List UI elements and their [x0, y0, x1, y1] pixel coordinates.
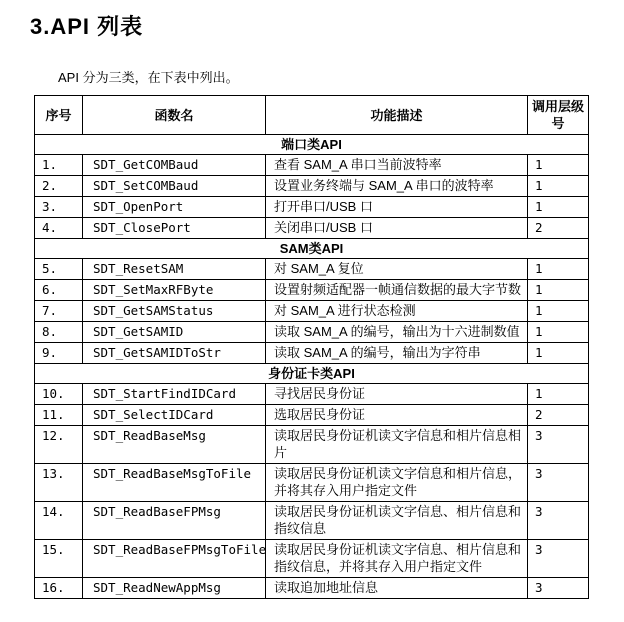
api-row: [35, 578, 589, 599]
row-number-cell: 1.: [35, 155, 83, 176]
level-cell: 1: [528, 343, 589, 364]
function-name-cell: SDT_SetMaxRFByte: [83, 280, 266, 301]
row-number-cell: 16.: [35, 578, 83, 599]
api-row: [35, 155, 589, 176]
level-cell: 2: [528, 405, 589, 426]
row-number-cell: 10.: [35, 384, 83, 405]
header-no: 序号: [35, 96, 83, 135]
header-description: 功能描述: [266, 96, 528, 135]
function-name-cell: SDT_ResetSAM: [83, 259, 266, 280]
section-title-cell: 身份证卡类API: [35, 364, 589, 384]
api-row: [35, 502, 589, 540]
table-body: [35, 135, 589, 599]
level-cell: 1: [528, 322, 589, 343]
description-cell: 设置射频适配器一帧通信数据的最大字节数: [266, 280, 528, 301]
description-cell: 读取居民身份证机读文字信息和相片信息相片: [266, 426, 528, 464]
api-row: [35, 218, 589, 239]
function-name-cell: SDT_SetCOMBaud: [83, 176, 266, 197]
section-title-cell: SAM类API: [35, 239, 589, 259]
section-header-row: [35, 135, 589, 155]
description-cell: 关闭串口/USB 口: [266, 218, 528, 239]
function-name-cell: SDT_ReadBaseMsgToFile: [83, 464, 266, 502]
function-name-cell: SDT_ClosePort: [83, 218, 266, 239]
function-name-cell: SDT_GetCOMBaud: [83, 155, 266, 176]
row-number-cell: 15.: [35, 540, 83, 578]
description-cell: 读取居民身份证机读文字信息、相片信息和指纹信息，并将其存入用户指定文件: [266, 540, 528, 578]
api-table: [34, 95, 589, 599]
table-header-row: [35, 96, 589, 135]
level-cell: 1: [528, 259, 589, 280]
row-number-cell: 12.: [35, 426, 83, 464]
row-number-cell: 4.: [35, 218, 83, 239]
section-header-row: [35, 364, 589, 384]
description-cell: 读取 SAM_A 的编号，输出为十六进制数值: [266, 322, 528, 343]
function-name-cell: SDT_ReadBaseFPMsgToFile: [83, 540, 266, 578]
document-page: [0, 10, 624, 622]
level-cell: 1: [528, 176, 589, 197]
page-title: 3.API 列表: [30, 14, 144, 39]
header-call-level: 调用层级号: [528, 96, 589, 135]
api-row: [35, 322, 589, 343]
row-number-cell: 6.: [35, 280, 83, 301]
level-cell: 1: [528, 197, 589, 218]
api-row: [35, 197, 589, 218]
description-cell: 读取居民身份证机读文字信息、相片信息和指纹信息: [266, 502, 528, 540]
api-row: [35, 426, 589, 464]
row-number-cell: 2.: [35, 176, 83, 197]
row-number-cell: 11.: [35, 405, 83, 426]
level-cell: 2: [528, 218, 589, 239]
level-cell: 3: [528, 578, 589, 599]
description-cell: 选取居民身份证: [266, 405, 528, 426]
level-cell: 3: [528, 502, 589, 540]
function-name-cell: SDT_SelectIDCard: [83, 405, 266, 426]
api-row: [35, 343, 589, 364]
row-number-cell: 5.: [35, 259, 83, 280]
level-cell: 1: [528, 155, 589, 176]
description-cell: 寻找居民身份证: [266, 384, 528, 405]
description-cell: 对 SAM_A 进行状态检测: [266, 301, 528, 322]
api-row: [35, 176, 589, 197]
function-name-cell: SDT_OpenPort: [83, 197, 266, 218]
api-row: [35, 384, 589, 405]
description-cell: 设置业务终端与 SAM_A 串口的波特率: [266, 176, 528, 197]
api-row: [35, 301, 589, 322]
level-cell: 3: [528, 426, 589, 464]
function-name-cell: SDT_StartFindIDCard: [83, 384, 266, 405]
description-cell: 查看 SAM_A 串口当前波特率: [266, 155, 528, 176]
description-cell: 打开串口/USB 口: [266, 197, 528, 218]
section-title-cell: 端口类API: [35, 135, 589, 155]
level-cell: 3: [528, 464, 589, 502]
level-cell: 1: [528, 384, 589, 405]
row-number-cell: 3.: [35, 197, 83, 218]
table-header: [35, 96, 589, 135]
function-name-cell: SDT_GetSAMStatus: [83, 301, 266, 322]
level-cell: 1: [528, 280, 589, 301]
level-cell: 1: [528, 301, 589, 322]
section-header-row: [35, 239, 589, 259]
api-row: [35, 280, 589, 301]
api-row: [35, 259, 589, 280]
row-number-cell: 13.: [35, 464, 83, 502]
row-number-cell: 8.: [35, 322, 83, 343]
description-cell: 读取 SAM_A 的编号，输出为字符串: [266, 343, 528, 364]
api-row: [35, 405, 589, 426]
api-row: [35, 540, 589, 578]
row-number-cell: 14.: [35, 502, 83, 540]
function-name-cell: SDT_ReadBaseFPMsg: [83, 502, 266, 540]
row-number-cell: 9.: [35, 343, 83, 364]
function-name-cell: SDT_GetSAMID: [83, 322, 266, 343]
row-number-cell: 7.: [35, 301, 83, 322]
intro-text: API 分为三类，在下表中列出。: [58, 70, 239, 85]
description-cell: 对 SAM_A 复位: [266, 259, 528, 280]
description-cell: 读取居民身份证机读文字信息和相片信息，并将其存入用户指定文件: [266, 464, 528, 502]
level-cell: 3: [528, 540, 589, 578]
api-row: [35, 464, 589, 502]
description-cell: 读取追加地址信息: [266, 578, 528, 599]
header-function-name: 函数名: [83, 96, 266, 135]
function-name-cell: SDT_ReadBaseMsg: [83, 426, 266, 464]
function-name-cell: SDT_GetSAMIDToStr: [83, 343, 266, 364]
function-name-cell: SDT_ReadNewAppMsg: [83, 578, 266, 599]
